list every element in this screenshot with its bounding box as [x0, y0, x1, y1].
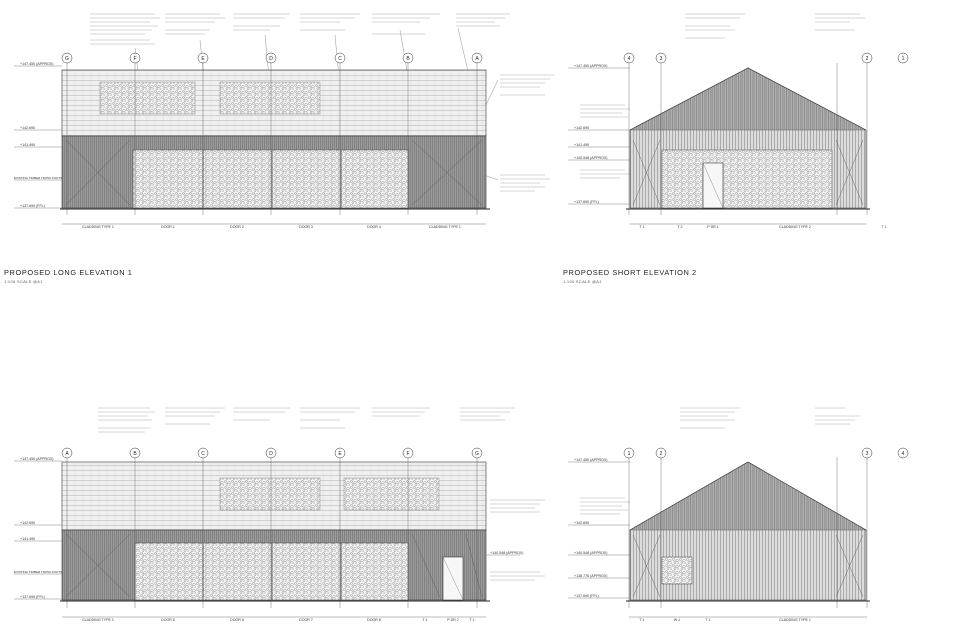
level-label: +142.690 [20, 521, 36, 525]
gridline-label: A [475, 56, 479, 62]
dimension-label: CLADDING TYPE 1 [429, 225, 461, 229]
level-label: +140.548 (APPROX) [574, 156, 608, 160]
level-label: +142.690 [574, 521, 590, 525]
level-label: +140.548 (APPROX) [490, 551, 524, 555]
gridline-label: G [65, 56, 69, 62]
gridline-label: D [269, 451, 273, 457]
level-label: +142.690 [574, 126, 590, 130]
gridline-label: 3 [865, 451, 869, 457]
dimension-label: CLADDING TYPE 2 [779, 225, 811, 229]
level-label: +137.690 (FFL) [20, 595, 45, 599]
gridline-label: 4 [627, 56, 631, 62]
dimension-label: DOOR 8 [367, 618, 381, 622]
level-label: +147.450 (APPROX) [574, 458, 608, 462]
gridline-label: E [201, 56, 205, 62]
gridline-label: B [133, 451, 137, 457]
short-elevation-2 [568, 14, 908, 229]
gridline-label: 2 [659, 451, 663, 457]
level-label: +147.450 (APPROX) [20, 457, 54, 461]
gridline-label: 1 [901, 56, 905, 62]
dimension-label: DOOR 1 [161, 225, 175, 229]
dimension-label: P DR 1 [707, 225, 719, 229]
dimension-label: DOOR 6 [230, 618, 244, 622]
dimension-label: T 1 [881, 225, 887, 229]
short-elevation-2-title: PROPOSED SHORT ELEVATION 2 [563, 268, 697, 277]
short-elevation-2-scale: 1:100 SCALE @A1 [563, 279, 602, 284]
dimension-label: DOOR 3 [299, 225, 313, 229]
dimension-label: T 1 [639, 618, 645, 622]
dimension-label: CLADDING TYPE 1 [779, 618, 811, 622]
gridline-label: C [201, 451, 205, 457]
dimension-label: T 1 [422, 618, 428, 622]
long-elevation-2 [14, 408, 545, 622]
level-label: +142.690 [20, 126, 36, 130]
dimension-label: T 1 [639, 225, 645, 229]
dimension-label: DOOR 5 [161, 618, 175, 622]
dimension-label: W 1 [673, 618, 681, 622]
gridline-label: 1 [627, 451, 631, 457]
level-label: +141.490 [20, 143, 36, 147]
level-label: +137.690 (FFL) [20, 204, 45, 208]
level-label: +137.690 (FFL) [574, 200, 599, 204]
gridline-label: F [133, 56, 137, 62]
dimension-label: DOOR 4 [367, 225, 381, 229]
gridline-label: B [406, 56, 410, 62]
gridline-label: G [475, 451, 479, 457]
dimension-label: CLADDING TYPE 1 [82, 225, 114, 229]
gridline-label: 4 [901, 451, 905, 457]
dimension-label: P DR 2 [447, 618, 459, 622]
gridline-label: C [338, 56, 342, 62]
dimension-label: T 2 [677, 225, 683, 229]
gridline-label: F [406, 451, 410, 457]
long-elevation-1 [14, 14, 555, 229]
level-label: +147.450 (APPROX) [574, 64, 608, 68]
dimension-label: T 1 [469, 618, 475, 622]
gridline-label: A [65, 451, 69, 457]
level-label: +141.490 [574, 143, 590, 147]
long-elevation-1-scale: 1:100 SCALE @A1 [4, 279, 43, 284]
dimension-label: T 1 [705, 618, 711, 622]
level-label: +138.776 (APPROX) [574, 574, 608, 578]
short-elevation-1 [568, 408, 908, 622]
dimension-label: DOOR 2 [230, 225, 244, 229]
gridline-label: 3 [659, 56, 663, 62]
long-elevation-1-title: PROPOSED LONG ELEVATION 1 [4, 268, 133, 277]
side-label: EXISTING TIMBER TRUSS FOOTS [14, 570, 63, 574]
side-label: EXISTING TIMBER TRUSS FOOTS [14, 176, 63, 180]
level-label: +147.450 (APPROX) [20, 62, 54, 66]
gridline-label: E [338, 451, 342, 457]
dimension-label: DOOR 7 [299, 618, 313, 622]
level-label: +141.490 [20, 537, 36, 541]
level-label: +137.690 (FFL) [574, 594, 599, 598]
dimension-label: CLADDING TYPE 1 [82, 618, 114, 622]
gridline-label: D [269, 56, 273, 62]
gridline-label: 2 [865, 56, 869, 62]
level-label: +140.548 (APPROX) [574, 551, 608, 555]
